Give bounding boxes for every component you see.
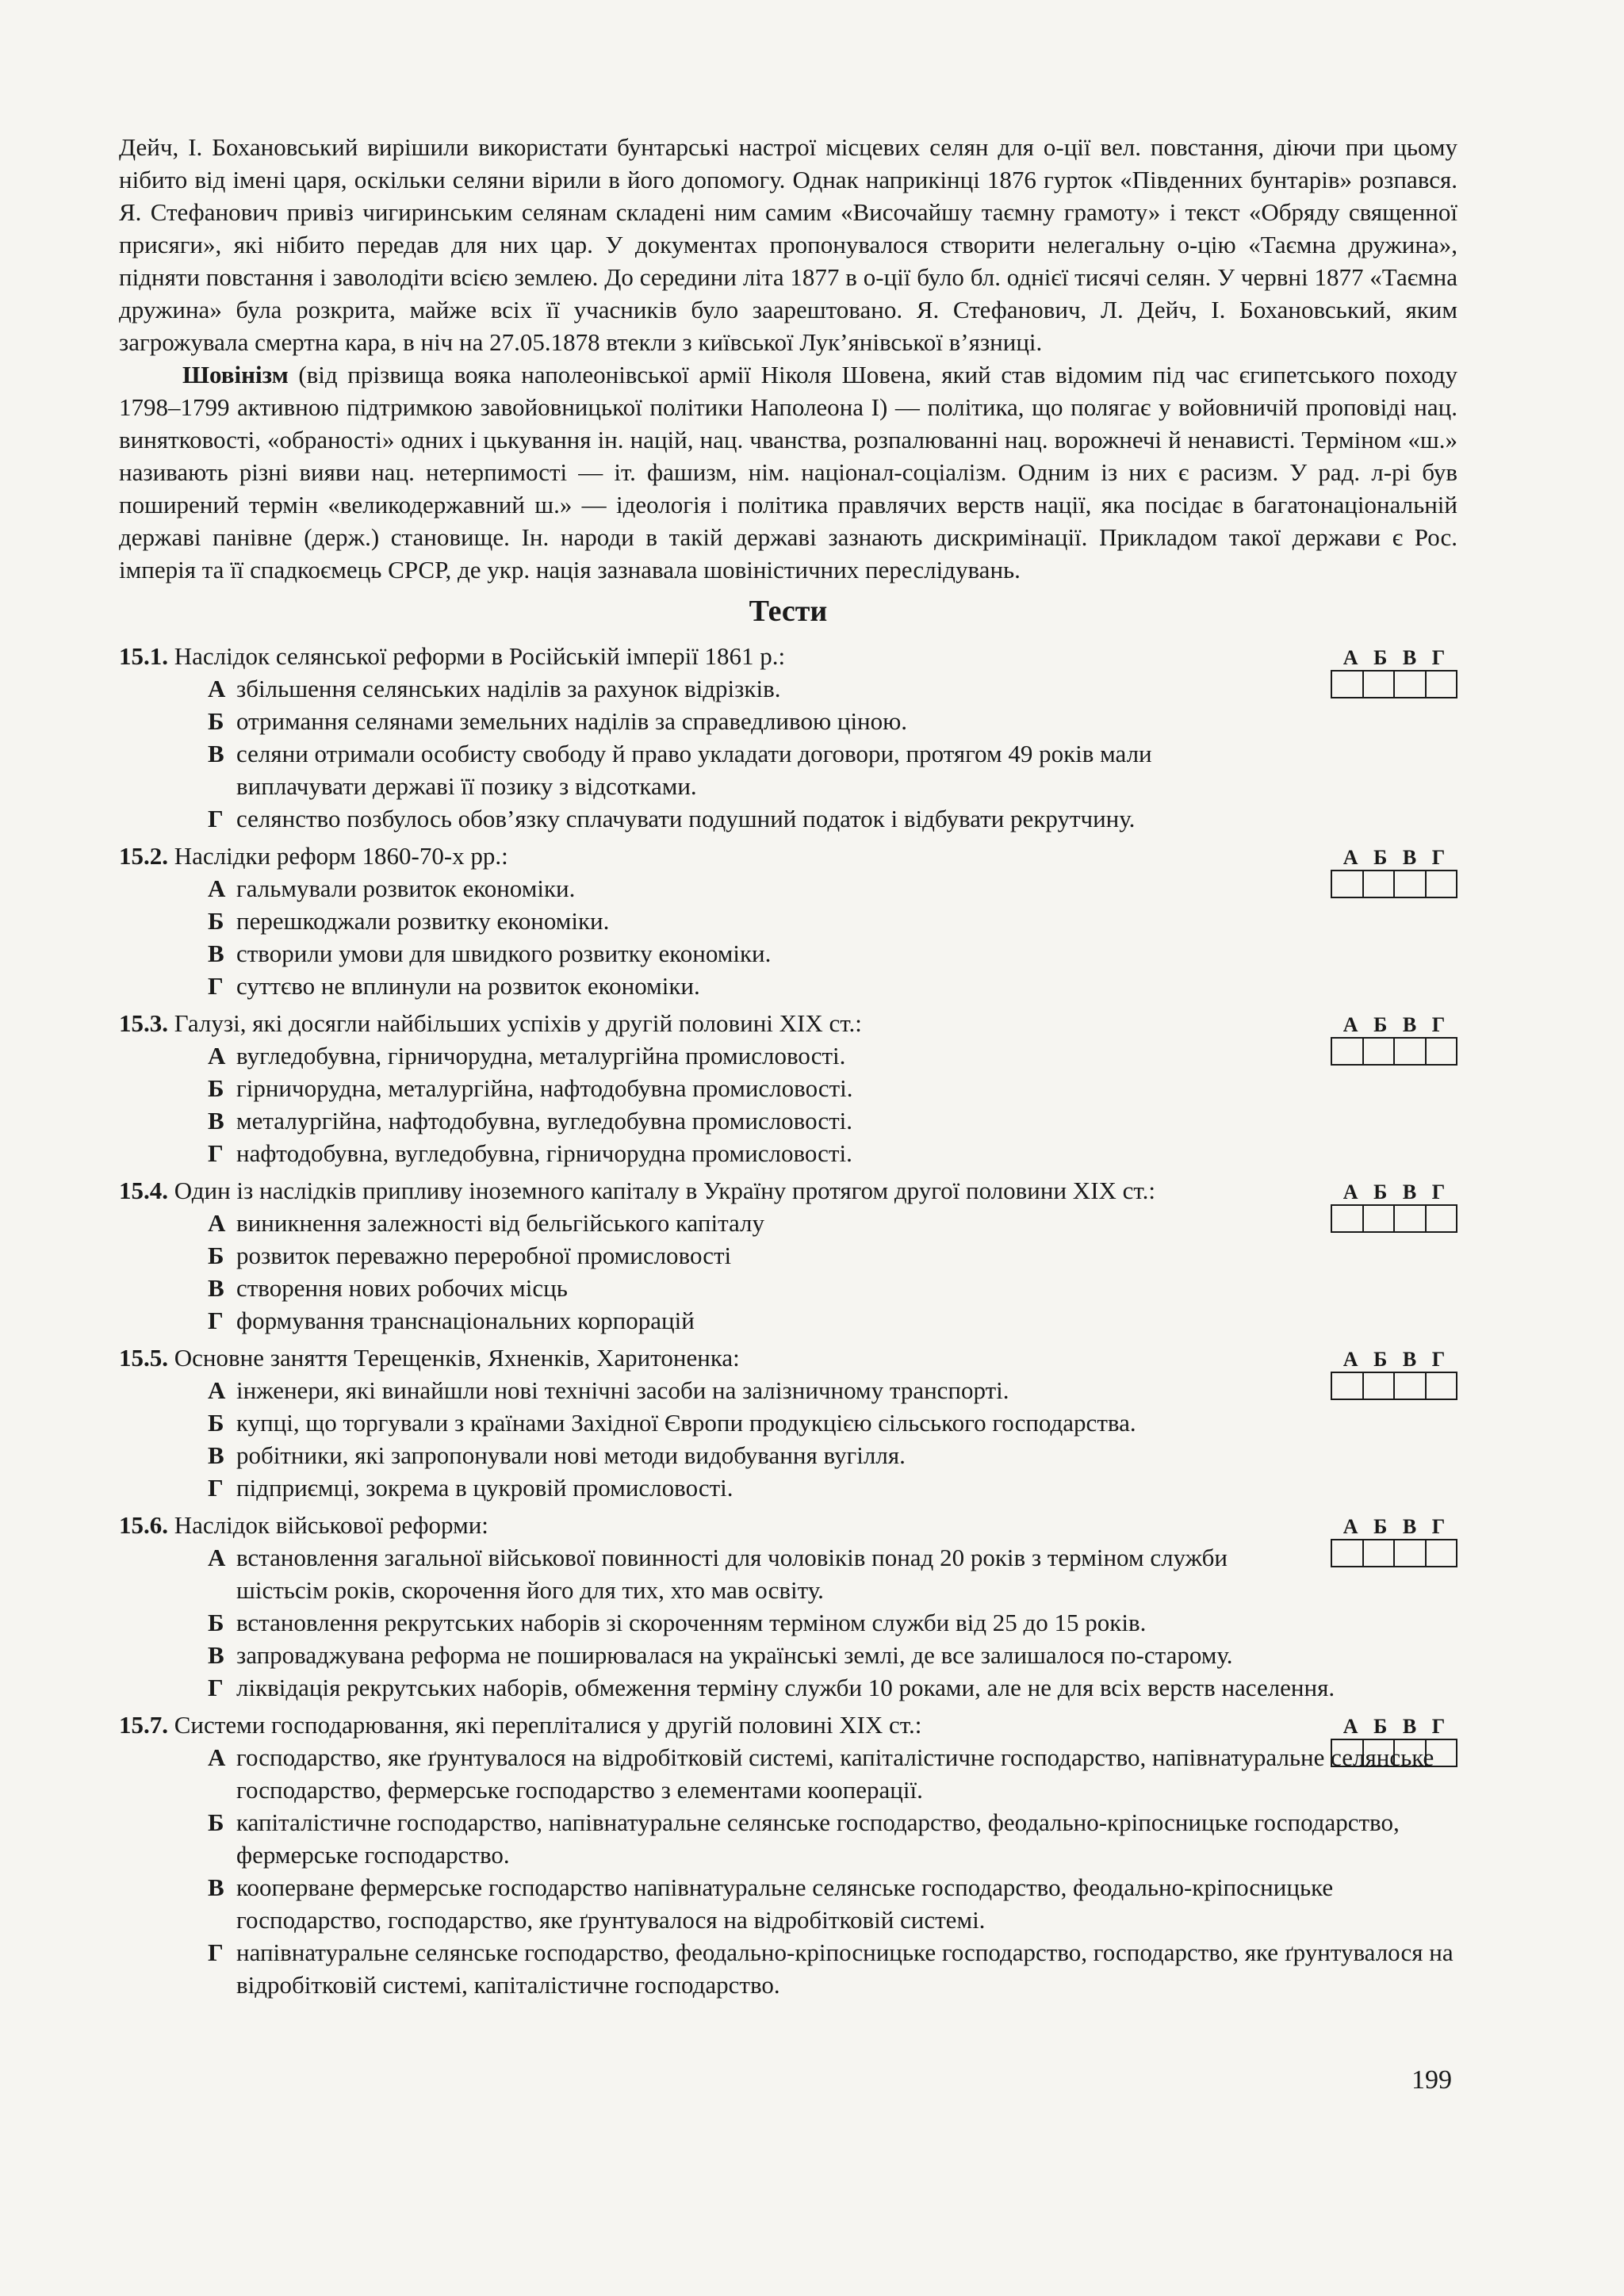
option-letter: Г xyxy=(208,1938,224,1966)
option-letter: Б xyxy=(208,707,224,735)
answer-letter: А xyxy=(1342,1181,1358,1203)
answer-letter: Г xyxy=(1431,646,1446,669)
answer-letter: Г xyxy=(1431,846,1446,869)
question-text: Наслідки реформ 1860-70-х рр.: xyxy=(174,842,508,870)
option-letter: Г xyxy=(208,972,224,1000)
answer-checkbox[interactable] xyxy=(1395,672,1427,697)
answer-grid xyxy=(1331,1715,1457,1767)
answer-letter: А xyxy=(1342,1348,1358,1371)
answer-checkbox[interactable] xyxy=(1332,871,1364,897)
answer-grid-boxes xyxy=(1331,1037,1457,1066)
question-number: 15.3. xyxy=(119,1009,168,1037)
option-text: підприємці, зокрема в цукровій промисловості. xyxy=(236,1474,733,1502)
answer-grid-letters xyxy=(1331,1348,1457,1372)
option-text: ліквідація рекрутських наборів, обмеження терміну служби 10 роками, але не для всіх верств населення. xyxy=(236,1674,1335,1701)
answer-letter: В xyxy=(1402,1715,1417,1738)
option-text: виникнення залежності від бельгійського капіталу xyxy=(236,1209,765,1237)
option-letter: Б xyxy=(208,1242,224,1269)
test-question xyxy=(119,1174,1457,1337)
answer-grid xyxy=(1331,846,1457,898)
answer-option xyxy=(119,1239,1457,1272)
option-letter: В xyxy=(208,1107,224,1135)
answer-option xyxy=(119,705,1457,737)
answer-grid-boxes xyxy=(1331,1372,1457,1400)
option-text: перешкоджали розвитку економіки. xyxy=(236,907,610,935)
question-stem xyxy=(119,1341,1457,1374)
test-question xyxy=(119,640,1457,835)
test-question xyxy=(119,1341,1457,1504)
option-text: суттєво не вплинули на розвиток економіки. xyxy=(236,972,700,1000)
answer-checkbox[interactable] xyxy=(1364,1740,1396,1766)
answer-option xyxy=(119,1871,1457,1936)
option-letter: Б xyxy=(208,1409,224,1437)
option-text: створення нових робочих місць xyxy=(236,1274,568,1302)
answer-grid-boxes xyxy=(1331,870,1457,898)
answer-letter: Г xyxy=(1431,1515,1446,1538)
option-text: селяни отримали особисту свободу й право укладати договори, протягом 49 років мали виплачувати державі її позику з відсотками. xyxy=(236,740,1152,800)
option-letter: В xyxy=(208,1641,224,1669)
answer-option xyxy=(119,1039,1457,1072)
answer-letter: В xyxy=(1402,1013,1417,1036)
option-text: металургійна, нафтодобувна, вугледобувна промисловості. xyxy=(236,1107,853,1135)
option-letter: Б xyxy=(208,1808,224,1836)
answer-checkbox[interactable] xyxy=(1427,1206,1457,1231)
option-text: запроваджувана реформа не поширювалася на українські землі, де все залишалося по-старому. xyxy=(236,1641,1233,1669)
answer-letter: А xyxy=(1342,1515,1358,1538)
answer-letter: А xyxy=(1342,1715,1358,1738)
option-letter: Б xyxy=(208,907,224,935)
option-text: формування транснаціональних корпорацій xyxy=(236,1307,695,1334)
question-number: 15.5. xyxy=(119,1344,168,1372)
answer-checkbox[interactable] xyxy=(1332,1039,1364,1064)
answer-option xyxy=(119,1671,1457,1704)
question-text: Системи господарювання, які перепліталися у другій половині XIX ст.: xyxy=(174,1711,922,1739)
answer-option xyxy=(119,1406,1457,1439)
answer-option xyxy=(119,905,1457,937)
answer-letter: Б xyxy=(1373,1013,1388,1036)
answer-grid-boxes xyxy=(1331,1539,1457,1567)
tests-heading: Тести xyxy=(749,595,828,628)
answer-grid xyxy=(1331,1181,1457,1233)
answer-option xyxy=(119,737,1457,802)
answer-option xyxy=(119,802,1457,835)
answer-grid-letters xyxy=(1331,1013,1457,1037)
answer-option xyxy=(119,1741,1457,1806)
option-letter: Г xyxy=(208,1307,224,1334)
answer-checkbox[interactable] xyxy=(1427,1373,1457,1399)
answer-grid xyxy=(1331,1515,1457,1567)
answer-checkbox[interactable] xyxy=(1395,1039,1427,1064)
answer-checkbox[interactable] xyxy=(1332,1206,1364,1231)
answer-checkbox[interactable] xyxy=(1395,1540,1427,1566)
answer-letter: Г xyxy=(1431,1348,1446,1371)
option-text: інженери, які винайшли нові технічні засоби на залізничному транспорті. xyxy=(236,1376,1009,1404)
answer-letter: Б xyxy=(1373,646,1388,669)
answer-option xyxy=(119,1639,1457,1671)
option-letter: В xyxy=(208,1441,224,1469)
option-letter: А xyxy=(208,675,226,702)
answer-option xyxy=(119,1137,1457,1169)
chauvinism-paragraph xyxy=(119,358,1457,586)
option-text: створили умови для швидкого розвитку економіки. xyxy=(236,939,772,967)
answer-option xyxy=(119,1374,1457,1406)
answer-grid xyxy=(1331,646,1457,698)
option-text: кооперване фермерське господарство напівнатуральне селянське господарство, феодально-кріпосницьке господарство, господарство, яке ґрунтувалося на відробітковій системі. xyxy=(236,1873,1334,1934)
option-text: робітники, які запропонували нові методи видобування вугілля. xyxy=(236,1441,906,1469)
answer-letter: В xyxy=(1402,846,1417,869)
answer-grid-letters xyxy=(1331,1715,1457,1739)
option-text: нафтодобувна, вугледобувна, гірничорудна промисловості. xyxy=(236,1139,852,1167)
question-stem xyxy=(119,1174,1457,1207)
answer-checkbox[interactable] xyxy=(1364,1373,1396,1399)
option-letter: Г xyxy=(208,1139,224,1167)
option-text: збільшення селянських наділів за рахунок відрізків. xyxy=(236,675,781,702)
answer-checkbox[interactable] xyxy=(1364,1039,1396,1064)
answer-grid-letters xyxy=(1331,846,1457,870)
option-letter: Г xyxy=(208,805,224,832)
option-letter: А xyxy=(208,1376,226,1404)
option-letter: А xyxy=(208,1042,226,1070)
answer-checkbox[interactable] xyxy=(1427,871,1457,897)
option-letter: Б xyxy=(208,1609,224,1636)
answer-option xyxy=(119,937,1457,970)
answer-option xyxy=(119,1806,1457,1871)
option-letter: Б xyxy=(208,1074,224,1102)
answer-checkbox[interactable] xyxy=(1364,1540,1396,1566)
answer-checkbox[interactable] xyxy=(1395,1740,1427,1766)
option-letter: А xyxy=(208,874,226,902)
answer-checkbox[interactable] xyxy=(1364,1206,1396,1231)
answer-checkbox[interactable] xyxy=(1395,1373,1427,1399)
answer-option xyxy=(119,672,1457,705)
answer-letter: Г xyxy=(1431,1181,1446,1203)
option-letter: В xyxy=(208,1873,224,1901)
answer-letter: А xyxy=(1342,646,1358,669)
option-letter: В xyxy=(208,1274,224,1302)
option-text: господарство, яке ґрунтувалося на відробітковій системі, капіталістичне господарство, напівнатуральне селянське господарство, фермерське господарство з елементами кооперації. xyxy=(236,1743,1434,1804)
option-text: гальмували розвиток економіки. xyxy=(236,874,576,902)
answer-option xyxy=(119,1439,1457,1471)
question-text: Галузі, які досягли найбільших успіхів у другій половині XIX ст.: xyxy=(174,1009,862,1037)
answer-letter: В xyxy=(1402,1181,1417,1203)
answer-checkbox[interactable] xyxy=(1364,672,1396,697)
option-text: капіталістичне господарство, напівнатуральне селянське господарство, феодально-кріпосницьке господарство, фермерське господарство. xyxy=(236,1808,1400,1869)
option-letter: А xyxy=(208,1544,226,1571)
answer-grid-boxes xyxy=(1331,670,1457,698)
answer-option xyxy=(119,1272,1457,1304)
answer-option xyxy=(119,1606,1457,1639)
question-stem xyxy=(119,840,1457,872)
answer-letter: В xyxy=(1402,1515,1417,1538)
question-text: Наслідок селянської реформи в Російській імперії 1861 р.: xyxy=(174,642,786,670)
answer-checkbox[interactable] xyxy=(1332,672,1364,697)
answer-letter: Г xyxy=(1431,1715,1446,1738)
answer-checkbox[interactable] xyxy=(1395,1206,1427,1231)
page-text xyxy=(119,131,1457,2001)
option-letter: Г xyxy=(208,1474,224,1502)
answer-checkbox[interactable] xyxy=(1427,672,1457,697)
question-text: Основне заняття Терещенків, Яхненків, Харитоненка: xyxy=(174,1344,740,1372)
test-question xyxy=(119,840,1457,1002)
answer-letter: Б xyxy=(1373,846,1388,869)
option-text: встановлення загальної військової повинності для чоловіків понад 20 років з терміном служби шістьсім років, скорочення його для тих, хто мав освіту. xyxy=(236,1544,1228,1604)
answer-checkbox[interactable] xyxy=(1395,871,1427,897)
question-number: 15.1. xyxy=(119,642,168,670)
test-question xyxy=(119,1509,1457,1704)
answer-grid-letters xyxy=(1331,1515,1457,1539)
answer-grid xyxy=(1331,1013,1457,1066)
option-text: купці, що торгували з країнами Західної Європи продукцією сільського господарства. xyxy=(236,1409,1136,1437)
answer-letter: А xyxy=(1342,846,1358,869)
answer-letter: Б xyxy=(1373,1715,1388,1738)
answer-grid-letters xyxy=(1331,1181,1457,1204)
option-text: селянство позбулось обов’язку сплачувати подушний податок і відбувати рекрутчину. xyxy=(236,805,1136,832)
answer-checkbox[interactable] xyxy=(1332,1740,1364,1766)
answer-letter: В xyxy=(1402,1348,1417,1371)
answer-option xyxy=(119,970,1457,1002)
chauvinism-definition: (від прізвища вояка наполеонівської армії Ніколя Шовена, який став відомим під час єгипетського походу 1798–1799 активною підтримкою завойовницької політики Наполеона І) — політика, що полягає у войовничій проповіді нац. винятковості, «обраності» одних і цькування ін. націй, нац. чванства, розпалюванні нац. ворожнечі й ненависті. Терміном «ш.» називають різні вияви нац. нетерпимості — іт. фашизм, нім. націонал-соціалізм. Одним із них є расизм. У рад. л-рі був поширений термін «великодержавний ш.» — ідеологія і політика правлячих верств нації, яка посідає в багатонаціональній державі панівне (держ.) становище. Ін. народи в такій державі зазнають дискримінації. Прикладом такої держави є Рос. імперія та її спадкоємець СРСР, де укр. нація зазнавала шовіністичних переслідувань. xyxy=(119,361,1457,584)
option-text: вугледобувна, гірничорудна, металургійна промисловості. xyxy=(236,1042,846,1070)
questions-list xyxy=(119,640,1457,2001)
question-number: 15.2. xyxy=(119,842,168,870)
option-letter: В xyxy=(208,740,224,767)
answer-checkbox[interactable] xyxy=(1332,1373,1364,1399)
answer-option xyxy=(119,1207,1457,1239)
option-text: напівнатуральне селянське господарство, феодально-кріпосницьке господарство, господарство, яке ґрунтувалося на відробітковій системі, капіталістичне господарство. xyxy=(236,1938,1454,1999)
answer-grid-boxes xyxy=(1331,1204,1457,1233)
option-text: встановлення рекрутських наборів зі скороченням терміном служби від 25 до 15 років. xyxy=(236,1609,1147,1636)
answer-checkbox[interactable] xyxy=(1427,1540,1457,1566)
option-text: гірничорудна, металургійна, нафтодобувна промисловості. xyxy=(236,1074,853,1102)
option-letter: Г xyxy=(208,1674,224,1701)
option-text: розвиток переважно переробної промисловості xyxy=(236,1242,732,1269)
question-text: Наслідок військової реформи: xyxy=(174,1511,488,1539)
option-text: отримання селянами земельних наділів за справедливою ціною. xyxy=(236,707,908,735)
question-stem xyxy=(119,1007,1457,1039)
answer-option xyxy=(119,1471,1457,1504)
intro-paragraph: Дейч, І. Бохановський вирішили використати бунтарські настрої місцевих селян для о-ції вел. повстання, діючи при цьому нібито від імені царя, оскільки селяни вірили в його допомогу. Однак наприкінці 1876 гурток «Південних бунтарів» розпався. Я. Стефанович привіз чигиринським селянам складені ним самим «Височайшу таємну грамоту» і текст «Обряду священної присяги», які нібито передав для них цар. У документах пропонувалося створити нелегальну о-цію «Таємна дружина», підняти повстання і заволодіти всією землею. До середини літа 1877 в о-ції було бл. однієї тисячі селян. У червні 1877 «Таємна дружина» була розкрита, майже всіх її учасників було заарештовано. Я. Стефанович, Л. Дейч, І. Бохановський, яким загрожувала смертна кара, в ніч на 27.05.1878 втекли з київської Лук’янівської в’язниці. xyxy=(119,133,1457,356)
answer-grid xyxy=(1331,1348,1457,1400)
test-question xyxy=(119,1709,1457,2001)
option-letter: А xyxy=(208,1209,226,1237)
answer-option xyxy=(119,1104,1457,1137)
question-number: 15.7. xyxy=(119,1711,168,1739)
option-letter: В xyxy=(208,939,224,967)
question-number: 15.4. xyxy=(119,1177,168,1204)
answer-checkbox[interactable] xyxy=(1427,1039,1457,1064)
page-number: 199 xyxy=(1411,2065,1452,2095)
answer-option xyxy=(119,1304,1457,1337)
answer-option xyxy=(119,872,1457,905)
answer-letter: Г xyxy=(1431,1013,1446,1036)
test-question xyxy=(119,1007,1457,1169)
answer-checkbox[interactable] xyxy=(1332,1540,1364,1566)
answer-option xyxy=(119,1541,1457,1606)
answer-letter: Б xyxy=(1373,1515,1388,1538)
answer-grid-boxes xyxy=(1331,1739,1457,1767)
chauvinism-term: Шовінізм xyxy=(182,361,289,388)
question-stem xyxy=(119,1709,1457,1741)
answer-letter: Б xyxy=(1373,1181,1388,1203)
question-stem xyxy=(119,1509,1457,1541)
question-number: 15.6. xyxy=(119,1511,168,1539)
answer-checkbox[interactable] xyxy=(1427,1740,1457,1766)
answer-letter: Б xyxy=(1373,1348,1388,1371)
answer-option xyxy=(119,1936,1457,2001)
answer-grid-letters xyxy=(1331,646,1457,670)
answer-option xyxy=(119,1072,1457,1104)
answer-letter: В xyxy=(1402,646,1417,669)
question-text: Один із наслідків припливу іноземного капіталу в Україну протягом другої половини XIX ст.: xyxy=(174,1177,1155,1204)
answer-checkbox[interactable] xyxy=(1364,871,1396,897)
option-letter: А xyxy=(208,1743,226,1771)
question-stem xyxy=(119,640,1457,672)
answer-letter: А xyxy=(1342,1013,1358,1036)
